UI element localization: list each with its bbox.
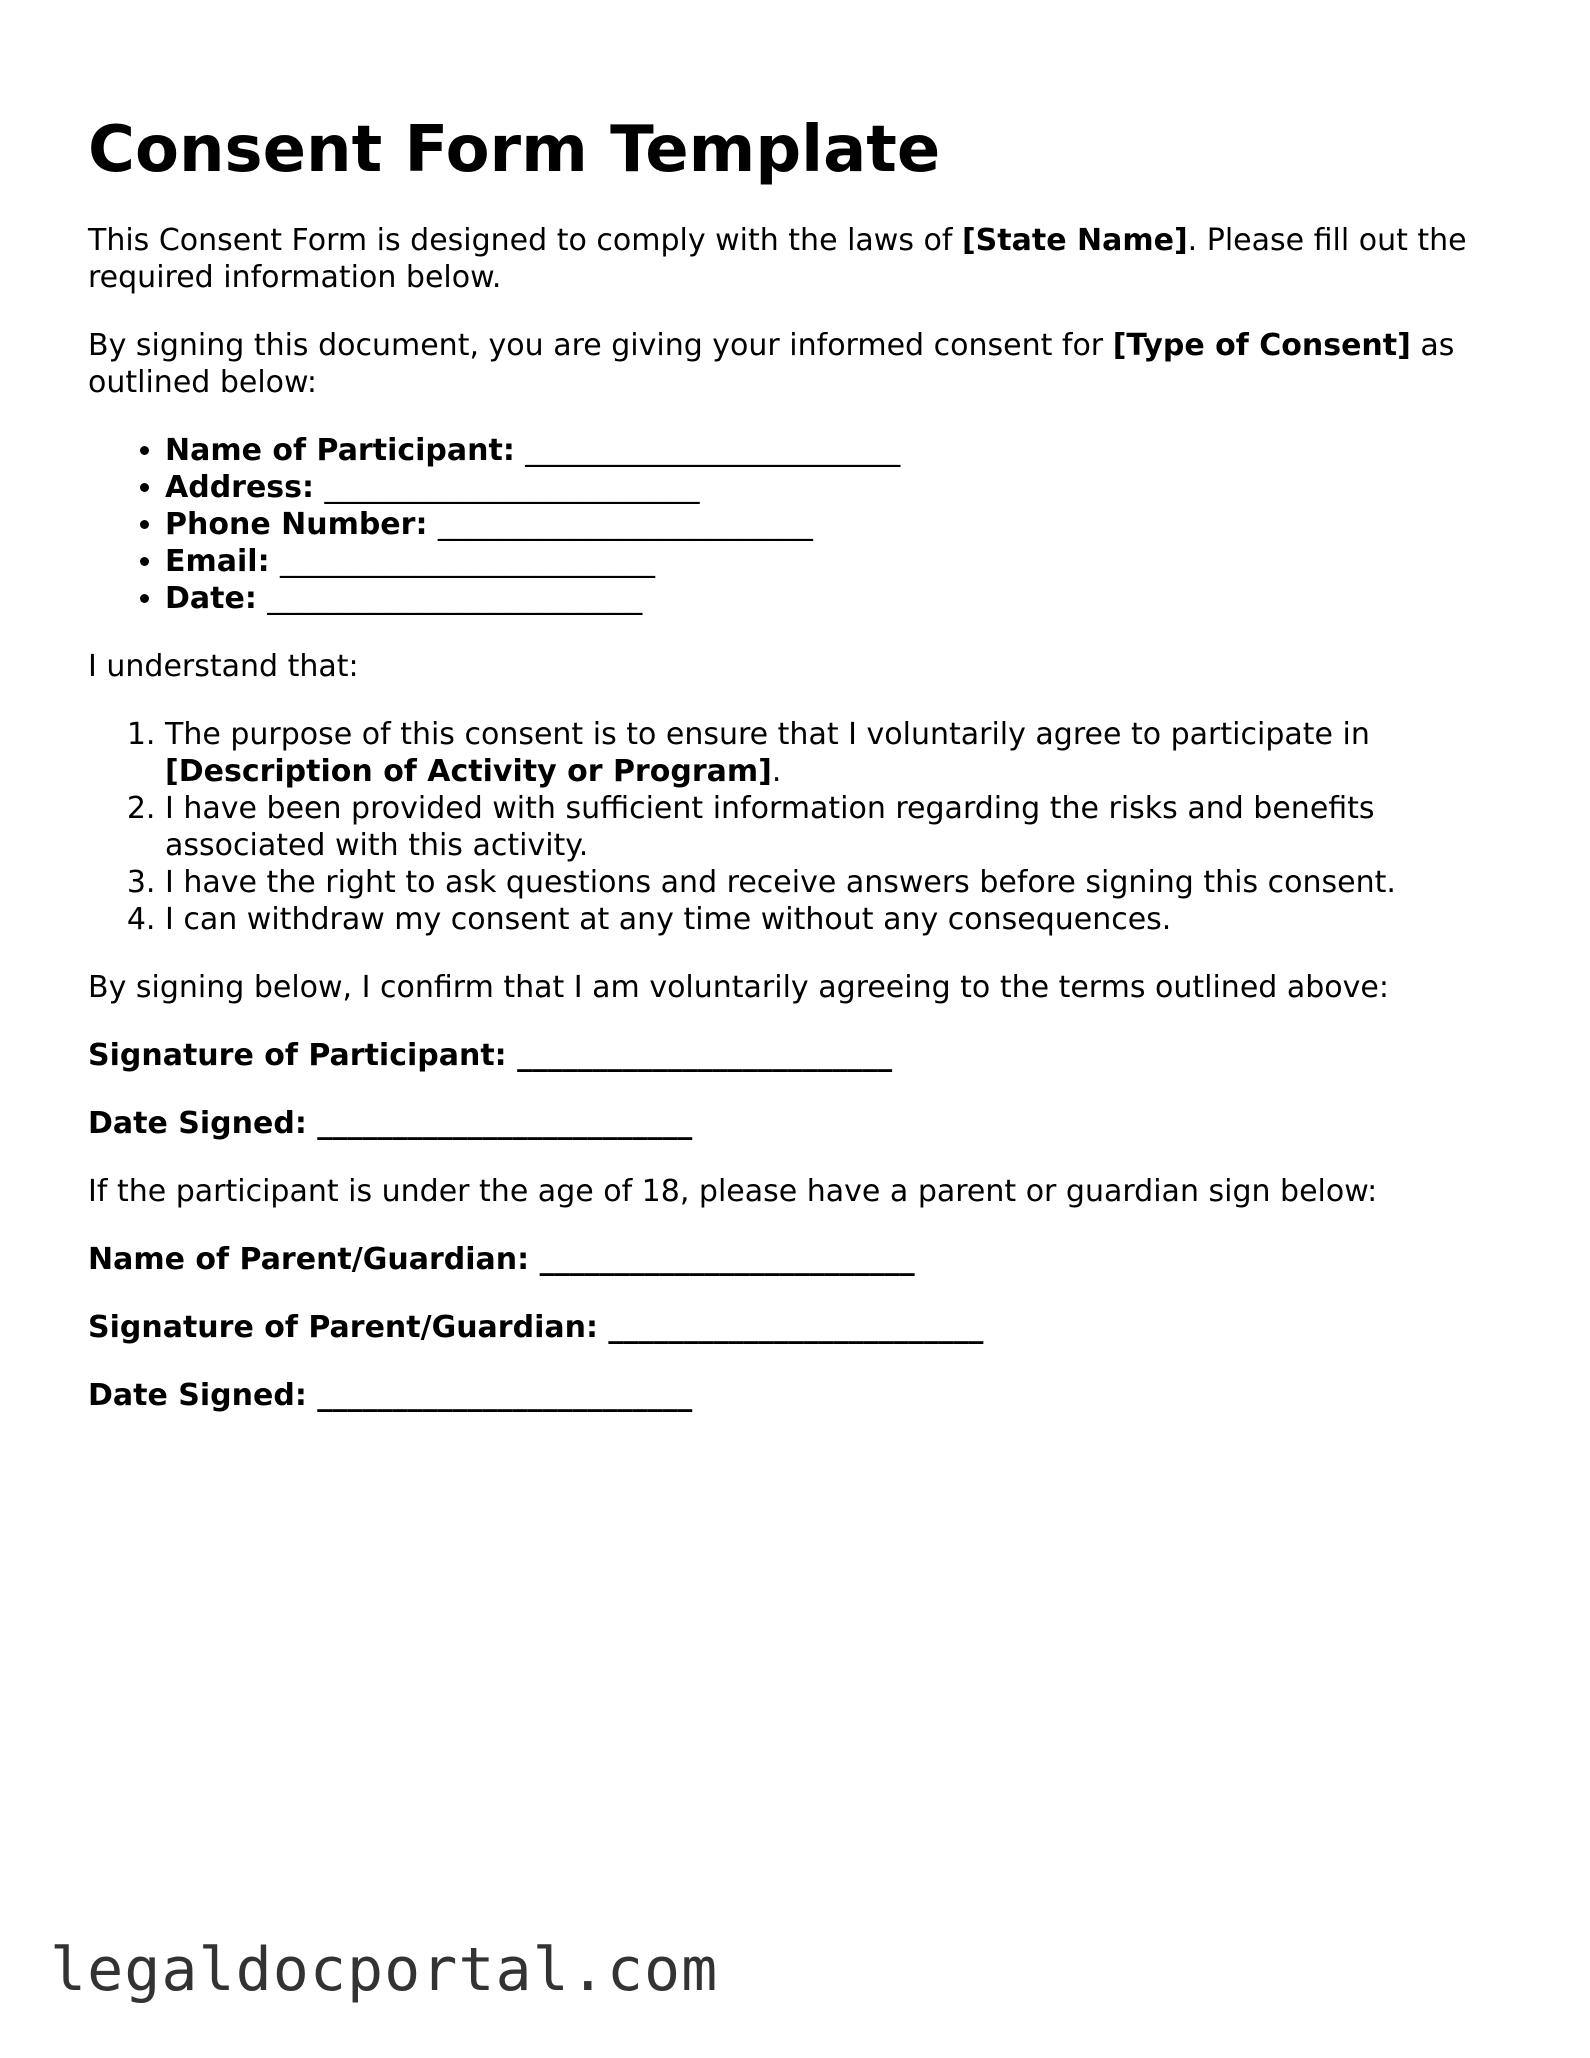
date-signed-label: Date Signed:: [88, 1106, 307, 1141]
field-blank[interactable]: _________________________: [267, 581, 643, 616]
guardian-signature-line: [88, 1309, 1508, 1346]
field-email: [165, 543, 1508, 580]
field-label: Address:: [165, 470, 315, 505]
statement-item: 4. I can withdraw my consent at any time without any consequences.: [165, 901, 1508, 938]
field-label: Phone Number:: [165, 507, 428, 542]
understand-intro: I understand that:: [88, 649, 359, 684]
statements-list: [88, 716, 1508, 938]
intro-text: By signing this document, you are giving your informed consent for: [88, 328, 1113, 363]
statement-item: 2. I have been provided with sufficient information regarding the risks and benefits associated with this activity.: [165, 790, 1508, 864]
intro-text: as outlined below:: [88, 328, 1455, 400]
guardian-name-line: [88, 1241, 1508, 1278]
field-address: [165, 469, 1508, 506]
field-label: Date:: [165, 581, 257, 616]
guardian-name-blank[interactable]: _________________________: [539, 1242, 915, 1277]
document-title: Consent Form Template: [88, 113, 941, 187]
guardian-signature-label: Signature of Parent/Guardian:: [88, 1310, 598, 1345]
field-blank[interactable]: _________________________: [437, 507, 813, 542]
field-blank[interactable]: _________________________: [324, 470, 700, 505]
site-watermark: legaldocportal.com: [50, 1935, 719, 2005]
consent-type-placeholder: [Type of Consent]: [1112, 328, 1411, 363]
state-name-placeholder: [State Name]: [961, 223, 1188, 258]
field-name-of-participant: [165, 432, 1508, 469]
field-date: [165, 580, 1508, 617]
document-page: [88, 110, 1508, 1445]
participant-date-line: [88, 1105, 1508, 1142]
statement-item: 3. I have the right to ask questions and receive answers before signing this consent.: [165, 864, 1508, 901]
field-phone-number: [165, 506, 1508, 543]
guardian-name-label: Name of Parent/Guardian:: [88, 1242, 530, 1277]
guardian-date-label: Date Signed:: [88, 1378, 307, 1413]
date-signed-blank[interactable]: _________________________: [317, 1106, 693, 1141]
guardian-date-line: [88, 1377, 1508, 1414]
statement-text: .: [771, 754, 782, 789]
field-label: Name of Participant:: [165, 433, 515, 468]
intro-paragraph-consent: [88, 327, 1508, 401]
signature-blank[interactable]: _________________________: [517, 1038, 893, 1073]
activity-placeholder: [Description of Activity or Program]: [165, 754, 772, 789]
intro-text: This Consent Form is designed to comply with the laws of: [88, 223, 962, 258]
guardian-signature-blank[interactable]: _________________________: [608, 1310, 984, 1345]
confirm-text: By signing below, I confirm that I am voluntarily agreeing to the terms outlined above:: [88, 970, 1389, 1005]
statement-text: The purpose of this consent is to ensure that I voluntarily agree to participate in: [165, 717, 1370, 752]
intro-text: . Please fill out the required information below.: [88, 223, 1467, 295]
signature-label: Signature of Participant:: [88, 1038, 507, 1073]
intro-paragraph-laws: [88, 222, 1508, 296]
field-blank[interactable]: _________________________: [525, 433, 901, 468]
guardian-date-blank[interactable]: _________________________: [317, 1378, 693, 1413]
field-blank[interactable]: _________________________: [280, 544, 656, 579]
field-label: Email:: [165, 544, 270, 579]
statement-item: [165, 716, 1508, 790]
participant-fields-list: [88, 432, 1508, 617]
participant-signature-line: [88, 1037, 1508, 1074]
minor-text: If the participant is under the age of 18, please have a parent or guardian sign below:: [88, 1174, 1378, 1209]
